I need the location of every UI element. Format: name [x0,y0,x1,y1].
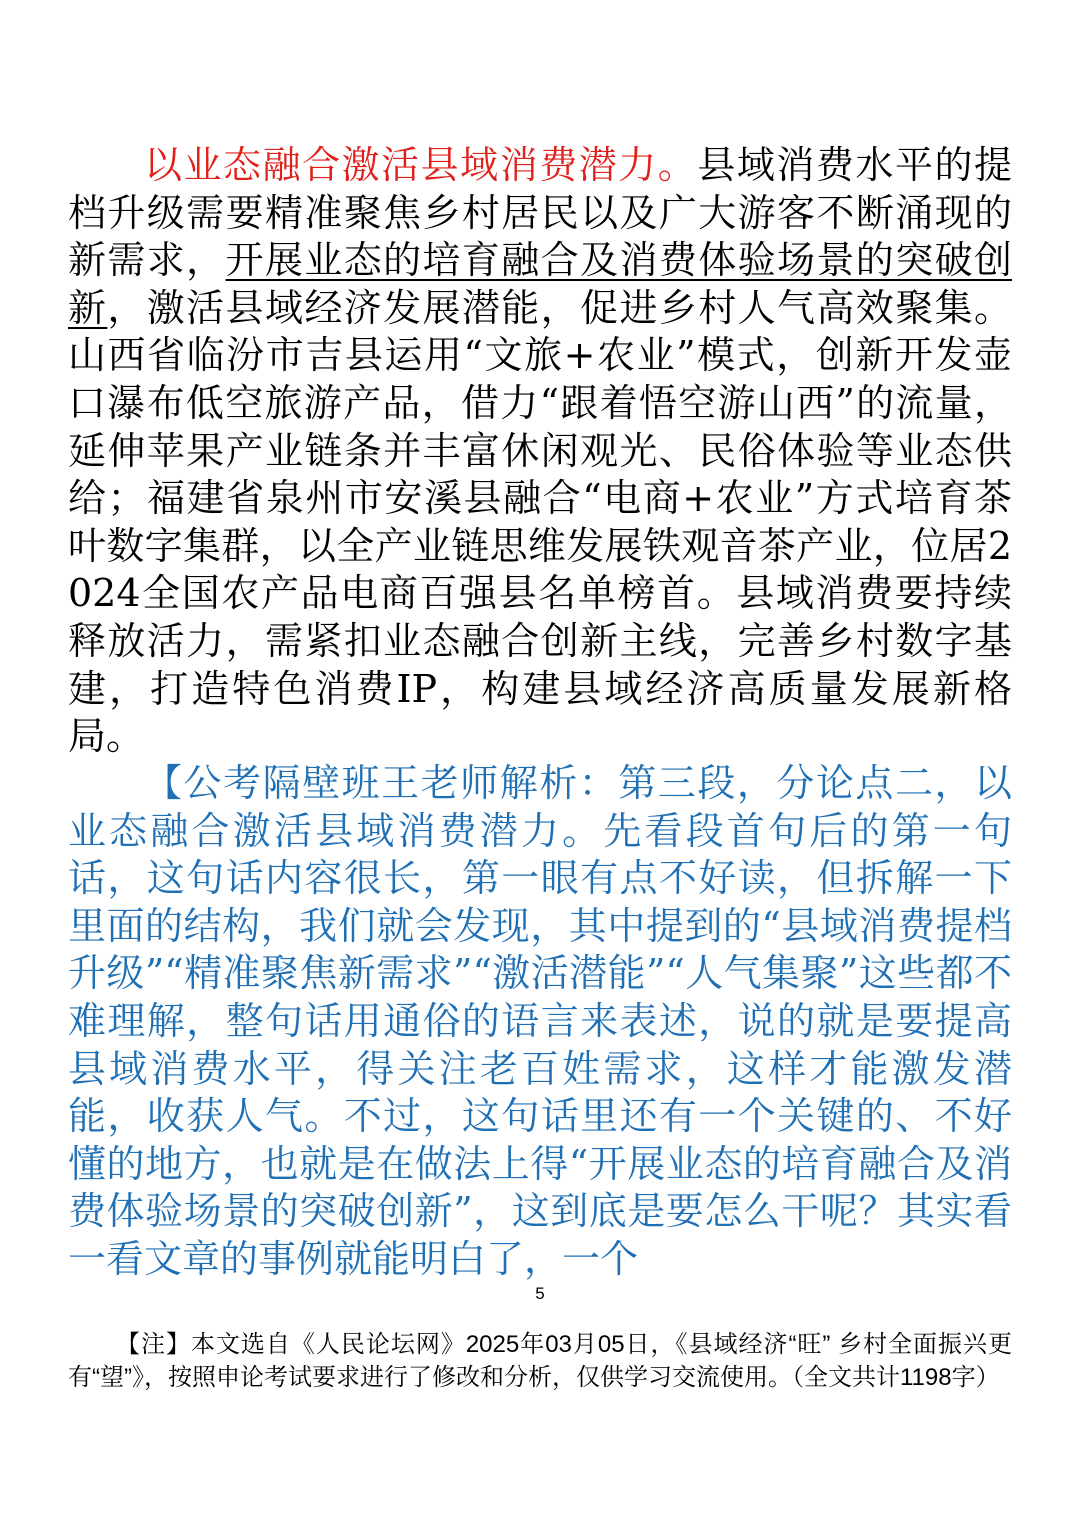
paragraph-lead-sentence: 以业态融合激活县域消费潜力。 [144,143,698,187]
underlined-key-phrase: 开展业态的培育融合及消费体验场景的突破创新 [68,238,1012,330]
article-paragraph [68,142,1012,761]
analysis-paragraph: 【公考隔壁班王老师解析：第三段，分论点二，以业态融合激活县域消费潜力。先看段首句后的第一句话，这句话内容很长，第一眼有点不好读，但拆解一下里面的结构，我们就会发现，其中提到的“县域消费提档升级”“精准聚焦新需求”“激活潜能”“人气集聚”这些都不难理解，整句话用通俗的语言来表述，说的就是要提高县域消费水平，得关注老百姓需求，这样才能激发潜能，收获人气。不过，这句话里还有一个关键的、不好懂的地方，也就是在做法上得“开展业态的培育融合及消费体验场景的突破创新”，这到底是要怎么干呢？其实看一看文章的事例就能明白了，一个 [68,761,1012,1281]
paragraph-text: 县域消费水平的提档升级需要精准聚焦乡村居民以及广大游客不断涌现的新需求， [68,143,1012,283]
page-number: 5 [535,1284,545,1303]
paragraph-text: ，激活县域经济发展潜能，促进乡村人气高效聚集。山西省临汾市吉县运用“文旅+农业”模式，创新开发壶口瀑布低空旅游产品，借力“跟着悟空游山西”的流量，延伸苹果产业链条并丰富休闲观光、民俗体验等业态供给；福建省泉州市安溪县融合“电商+农业”方式培育茶叶数字集群，以全产业链思维发展铁观音茶产业，位居2024全国农产品电商百强县名单榜首。县域消费要持续释放活力，需紧扣业态融合创新主线，完善乡村数字基建，打造特色消费IP，构建县域经济高质量发展新格局。 [68,285,1012,759]
source-note: 【注】本文选自《人民论坛网》2025年03月05日，《县域经济“旺” 乡村全面振兴更有“望”》，按照申论考试要求进行了修改和分析，仅供学习交流使用。（全文共计1198字） [68,1331,1012,1391]
